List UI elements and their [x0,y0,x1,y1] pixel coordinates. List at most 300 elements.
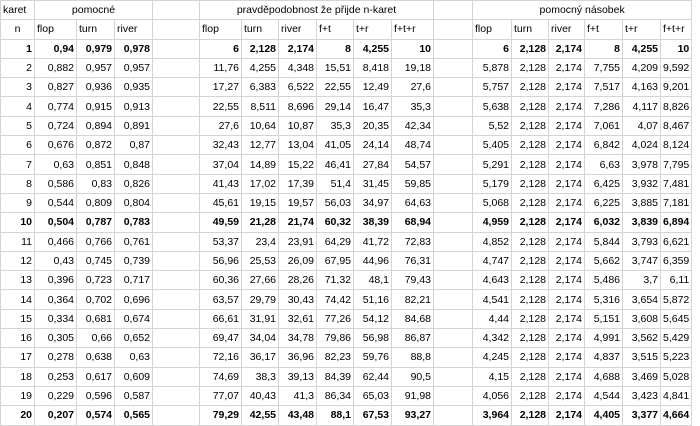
pomocne-cell[interactable]: 0,717 [115,271,153,290]
probability-cell[interactable]: 34,78 [279,329,317,348]
spacer-cell[interactable] [434,348,473,367]
probability-cell[interactable]: 48,74 [392,136,434,155]
probability-cell[interactable]: 40,43 [242,386,279,405]
header-prob-turn[interactable]: turn [242,20,279,39]
probability-cell[interactable]: 29,79 [242,290,279,309]
probability-cell[interactable]: 26,09 [279,251,317,270]
multiplier-cell[interactable]: 2,174 [549,155,585,174]
multiplier-cell[interactable]: 3,747 [623,251,661,270]
pomocne-cell[interactable]: 0,617 [77,367,115,386]
probability-cell[interactable]: 77,07 [200,386,242,405]
pomocne-cell[interactable]: 0,587 [115,386,153,405]
probability-cell[interactable]: 63,57 [200,290,242,309]
probability-cell[interactable]: 77,26 [317,309,354,328]
multiplier-cell[interactable]: 2,128 [512,213,549,232]
probability-cell[interactable]: 37,04 [200,155,242,174]
multiplier-cell[interactable]: 5,223 [661,348,692,367]
multiplier-cell[interactable]: 2,174 [549,406,585,425]
pomocne-cell[interactable]: 0,936 [77,78,115,97]
multiplier-cell[interactable]: 3,964 [473,406,512,425]
probability-cell[interactable]: 54,57 [392,155,434,174]
probability-cell[interactable]: 93,27 [392,406,434,425]
pomocne-cell[interactable]: 0,596 [77,386,115,405]
probability-cell[interactable]: 27,6 [392,78,434,97]
probability-cell[interactable]: 86,87 [392,329,434,348]
row-n-cell[interactable]: 5 [1,116,35,135]
multiplier-cell[interactable]: 5,52 [473,116,512,135]
header-mult-f+t[interactable]: f+t [585,20,623,39]
pomocne-cell[interactable]: 0,979 [77,39,115,58]
spacer-cell[interactable] [434,136,473,155]
probability-cell[interactable]: 16,47 [354,97,392,116]
pomocne-cell[interactable]: 0,891 [115,116,153,135]
multiplier-cell[interactable]: 5,757 [473,78,512,97]
multiplier-cell[interactable]: 3,7 [623,271,661,290]
probability-cell[interactable]: 59,85 [392,174,434,193]
pomocne-cell[interactable]: 0,723 [77,271,115,290]
pomocne-cell[interactable]: 0,783 [115,213,153,232]
multiplier-cell[interactable]: 5,291 [473,155,512,174]
multiplier-cell[interactable]: 6,842 [585,136,623,155]
probability-cell[interactable]: 56,96 [200,251,242,270]
probability-cell[interactable]: 17,02 [242,174,279,193]
probability-cell[interactable]: 8,696 [279,97,317,116]
multiplier-cell[interactable]: 3,885 [623,193,661,212]
header-mult-flop[interactable]: flop [473,20,512,39]
header-prob-f+t[interactable]: f+t [317,20,354,39]
probability-cell[interactable]: 4,348 [279,58,317,77]
row-n-cell[interactable]: 11 [1,232,35,251]
spacer-cell[interactable] [153,20,200,39]
probability-cell[interactable]: 38,39 [354,213,392,232]
multiplier-cell[interactable]: 6,63 [585,155,623,174]
pomocne-cell[interactable]: 0,676 [35,136,77,155]
probability-cell[interactable]: 64,29 [317,232,354,251]
multiplier-cell[interactable]: 4,07 [623,116,661,135]
probability-cell[interactable]: 84,68 [392,309,434,328]
multiplier-cell[interactable]: 2,174 [549,271,585,290]
pomocne-cell[interactable]: 0,851 [77,155,115,174]
probability-cell[interactable]: 6,522 [279,78,317,97]
probability-cell[interactable]: 66,61 [200,309,242,328]
row-n-cell[interactable]: 3 [1,78,35,97]
pomocne-cell[interactable]: 0,957 [115,58,153,77]
multiplier-cell[interactable]: 7,481 [661,174,692,193]
probability-cell[interactable]: 76,31 [392,251,434,270]
multiplier-cell[interactable]: 3,608 [623,309,661,328]
probability-cell[interactable]: 8,418 [354,58,392,77]
multiplier-cell[interactable]: 3,839 [623,213,661,232]
spacer-cell[interactable] [434,78,473,97]
multiplier-cell[interactable]: 8 [585,39,623,58]
spacer-cell[interactable] [153,271,200,290]
pomocne-cell[interactable]: 0,766 [77,232,115,251]
pomocne-cell[interactable]: 0,94 [35,39,77,58]
probability-cell[interactable]: 6 [200,39,242,58]
row-n-cell[interactable]: 1 [1,39,35,58]
spacer-cell[interactable] [153,39,200,58]
multiplier-cell[interactable]: 7,795 [661,155,692,174]
probability-cell[interactable]: 32,61 [279,309,317,328]
probability-cell[interactable]: 34,97 [354,193,392,212]
probability-cell[interactable]: 10,87 [279,116,317,135]
multiplier-cell[interactable]: 2,174 [549,97,585,116]
pomocne-cell[interactable]: 0,207 [35,406,77,425]
multiplier-cell[interactable]: 3,515 [623,348,661,367]
pomocne-cell[interactable]: 0,43 [35,251,77,270]
multiplier-cell[interactable]: 6,032 [585,213,623,232]
probability-cell[interactable]: 79,43 [392,271,434,290]
multiplier-cell[interactable]: 5,068 [473,193,512,212]
probability-cell[interactable]: 15,51 [317,58,354,77]
multiplier-cell[interactable]: 2,128 [512,58,549,77]
probability-cell[interactable]: 32,43 [200,136,242,155]
pomocne-cell[interactable]: 0,63 [35,155,77,174]
header-pomocne[interactable]: pomocné [35,1,153,20]
spacer-cell[interactable] [153,174,200,193]
probability-cell[interactable]: 38,3 [242,367,279,386]
multiplier-cell[interactable]: 4,837 [585,348,623,367]
spacer-cell[interactable] [153,367,200,386]
multiplier-cell[interactable]: 2,128 [512,271,549,290]
multiplier-cell[interactable]: 2,128 [512,406,549,425]
pomocne-cell[interactable]: 0,745 [77,251,115,270]
pomocne-cell[interactable]: 0,739 [115,251,153,270]
multiplier-cell[interactable]: 7,181 [661,193,692,212]
spacer-cell[interactable] [434,39,473,58]
probability-cell[interactable]: 91,98 [392,386,434,405]
multiplier-cell[interactable]: 5,638 [473,97,512,116]
spacer-cell[interactable] [434,155,473,174]
probability-cell[interactable]: 22,55 [200,97,242,116]
row-n-cell[interactable]: 12 [1,251,35,270]
multiplier-cell[interactable]: 4,747 [473,251,512,270]
row-n-cell[interactable]: 8 [1,174,35,193]
pomocne-cell[interactable]: 0,504 [35,213,77,232]
probability-cell[interactable]: 27,6 [200,116,242,135]
row-n-cell[interactable]: 4 [1,97,35,116]
probability-cell[interactable]: 42,55 [242,406,279,425]
multiplier-cell[interactable]: 6,11 [661,271,692,290]
probability-cell[interactable]: 23,4 [242,232,279,251]
probability-cell[interactable]: 69,47 [200,329,242,348]
spacer-cell[interactable] [434,367,473,386]
pomocne-cell[interactable]: 0,913 [115,97,153,116]
row-n-cell[interactable]: 14 [1,290,35,309]
multiplier-cell[interactable]: 2,128 [512,97,549,116]
row-n-cell[interactable]: 2 [1,58,35,77]
probability-cell[interactable]: 2,128 [242,39,279,58]
multiplier-cell[interactable]: 2,128 [512,329,549,348]
probability-cell[interactable]: 25,53 [242,251,279,270]
probability-cell[interactable]: 60,32 [317,213,354,232]
multiplier-cell[interactable]: 2,128 [512,232,549,251]
spacer-cell[interactable] [153,406,200,425]
pomocne-cell[interactable]: 0,87 [115,136,153,155]
probability-cell[interactable]: 79,86 [317,329,354,348]
multiplier-cell[interactable]: 7,517 [585,78,623,97]
multiplier-cell[interactable]: 2,174 [549,58,585,77]
row-n-cell[interactable]: 13 [1,271,35,290]
probability-cell[interactable]: 88,1 [317,406,354,425]
header-mult-river[interactable]: river [549,20,585,39]
probability-cell[interactable]: 4,255 [242,58,279,77]
probability-cell[interactable]: 49,59 [200,213,242,232]
spacer-cell[interactable] [434,20,473,39]
header-pomocne-flop[interactable]: flop [35,20,77,39]
multiplier-cell[interactable]: 6,225 [585,193,623,212]
probability-cell[interactable]: 36,96 [279,348,317,367]
pomocne-cell[interactable]: 0,882 [35,58,77,77]
pomocne-cell[interactable]: 0,894 [77,116,115,135]
probability-cell[interactable]: 17,39 [279,174,317,193]
multiplier-cell[interactable]: 3,423 [623,386,661,405]
probability-cell[interactable]: 31,45 [354,174,392,193]
multiplier-cell[interactable]: 3,469 [623,367,661,386]
pomocne-cell[interactable]: 0,681 [77,309,115,328]
multiplier-cell[interactable]: 2,128 [512,78,549,97]
spacer-cell[interactable] [434,290,473,309]
multiplier-cell[interactable]: 5,486 [585,271,623,290]
header-n[interactable]: n [1,20,35,39]
spacer-cell[interactable] [434,213,473,232]
probability-cell[interactable]: 67,95 [317,251,354,270]
pomocne-cell[interactable]: 0,63 [115,348,153,367]
pomocne-cell[interactable]: 0,565 [115,406,153,425]
row-n-cell[interactable]: 18 [1,367,35,386]
multiplier-cell[interactable]: 5,151 [585,309,623,328]
probability-cell[interactable]: 53,37 [200,232,242,251]
spacer-cell[interactable] [153,309,200,328]
multiplier-cell[interactable]: 5,405 [473,136,512,155]
spacer-cell[interactable] [434,97,473,116]
probability-cell[interactable]: 59,76 [354,348,392,367]
multiplier-cell[interactable]: 8,826 [661,97,692,116]
probability-cell[interactable]: 22,55 [317,78,354,97]
spacer-cell[interactable] [153,155,200,174]
pomocne-cell[interactable]: 0,696 [115,290,153,309]
multiplier-cell[interactable]: 2,174 [549,39,585,58]
pomocne-cell[interactable]: 0,305 [35,329,77,348]
probability-cell[interactable]: 54,12 [354,309,392,328]
multiplier-cell[interactable]: 2,174 [549,309,585,328]
probability-cell[interactable]: 35,3 [317,116,354,135]
probability-cell[interactable]: 60,36 [200,271,242,290]
pomocne-cell[interactable]: 0,652 [115,329,153,348]
multiplier-cell[interactable]: 10 [661,39,692,58]
multiplier-cell[interactable]: 5,872 [661,290,692,309]
header-prob-t+r[interactable]: t+r [354,20,392,39]
multiplier-cell[interactable]: 2,128 [512,386,549,405]
pomocne-cell[interactable]: 0,586 [35,174,77,193]
probability-cell[interactable]: 41,72 [354,232,392,251]
multiplier-cell[interactable]: 4,342 [473,329,512,348]
row-n-cell[interactable]: 17 [1,348,35,367]
probability-cell[interactable]: 8,511 [242,97,279,116]
probability-cell[interactable]: 29,14 [317,97,354,116]
header-prob-f+t+r[interactable]: f+t+r [392,20,434,39]
pomocne-cell[interactable]: 0,774 [35,97,77,116]
probability-cell[interactable]: 56,03 [317,193,354,212]
probability-cell[interactable]: 12,77 [242,136,279,155]
multiplier-cell[interactable]: 2,128 [512,367,549,386]
multiplier-cell[interactable]: 2,128 [512,348,549,367]
multiplier-cell[interactable]: 4,209 [623,58,661,77]
spacer-cell[interactable] [153,116,200,135]
probability-cell[interactable]: 51,16 [354,290,392,309]
multiplier-cell[interactable]: 6,425 [585,174,623,193]
multiplier-cell[interactable]: 3,793 [623,232,661,251]
multiplier-cell[interactable]: 2,128 [512,174,549,193]
row-n-cell[interactable]: 19 [1,386,35,405]
multiplier-cell[interactable]: 2,174 [549,174,585,193]
pomocne-cell[interactable]: 0,915 [77,97,115,116]
spacer-cell[interactable] [153,348,200,367]
header-nasobek[interactable]: pomocný násobek [473,1,692,20]
pomocne-cell[interactable]: 0,957 [77,58,115,77]
spacer-cell[interactable] [153,58,200,77]
row-n-cell[interactable]: 20 [1,406,35,425]
probability-cell[interactable]: 23,91 [279,232,317,251]
pomocne-cell[interactable]: 0,229 [35,386,77,405]
pomocne-cell[interactable]: 0,574 [77,406,115,425]
multiplier-cell[interactable]: 2,174 [549,367,585,386]
multiplier-cell[interactable]: 2,128 [512,290,549,309]
row-n-cell[interactable]: 16 [1,329,35,348]
multiplier-cell[interactable]: 4,163 [623,78,661,97]
header-karet[interactable]: karet [1,1,35,20]
row-n-cell[interactable]: 9 [1,193,35,212]
probability-cell[interactable]: 30,43 [279,290,317,309]
probability-cell[interactable]: 15,22 [279,155,317,174]
multiplier-cell[interactable]: 6,359 [661,251,692,270]
multiplier-cell[interactable]: 5,878 [473,58,512,77]
probability-cell[interactable]: 13,04 [279,136,317,155]
pomocne-cell[interactable]: 0,278 [35,348,77,367]
multiplier-cell[interactable]: 2,128 [512,39,549,58]
spacer-cell[interactable] [434,58,473,77]
spacer-cell[interactable] [434,271,473,290]
multiplier-cell[interactable]: 5,645 [661,309,692,328]
probability-cell[interactable]: 86,34 [317,386,354,405]
multiplier-cell[interactable]: 4,852 [473,232,512,251]
probability-cell[interactable]: 11,76 [200,58,242,77]
probability-cell[interactable]: 74,69 [200,367,242,386]
multiplier-cell[interactable]: 4,117 [623,97,661,116]
probability-cell[interactable]: 48,1 [354,271,392,290]
multiplier-cell[interactable]: 5,429 [661,329,692,348]
pomocne-cell[interactable]: 0,804 [115,193,153,212]
multiplier-cell[interactable]: 4,245 [473,348,512,367]
probability-cell[interactable]: 67,53 [354,406,392,425]
spacer-cell[interactable] [434,329,473,348]
probability-cell[interactable]: 65,03 [354,386,392,405]
spacer-cell[interactable] [153,78,200,97]
header-pomocne-river[interactable]: river [115,20,153,39]
multiplier-cell[interactable]: 4,15 [473,367,512,386]
multiplier-cell[interactable]: 2,174 [549,213,585,232]
multiplier-cell[interactable]: 6,894 [661,213,692,232]
spacer-cell[interactable] [153,136,200,155]
pomocne-cell[interactable]: 0,724 [35,116,77,135]
probability-cell[interactable]: 6,383 [242,78,279,97]
multiplier-cell[interactable]: 3,562 [623,329,661,348]
pomocne-cell[interactable]: 0,544 [35,193,77,212]
multiplier-cell[interactable]: 7,286 [585,97,623,116]
multiplier-cell[interactable]: 2,174 [549,348,585,367]
row-n-cell[interactable]: 15 [1,309,35,328]
probability-cell[interactable]: 79,29 [200,406,242,425]
multiplier-cell[interactable]: 4,056 [473,386,512,405]
multiplier-cell[interactable]: 5,662 [585,251,623,270]
probability-cell[interactable]: 41,43 [200,174,242,193]
multiplier-cell[interactable]: 6,621 [661,232,692,251]
probability-cell[interactable]: 10,64 [242,116,279,135]
multiplier-cell[interactable]: 4,991 [585,329,623,348]
header-pomocne-turn[interactable]: turn [77,20,115,39]
multiplier-cell[interactable]: 2,128 [512,193,549,212]
probability-cell[interactable]: 62,44 [354,367,392,386]
row-n-cell[interactable]: 7 [1,155,35,174]
multiplier-cell[interactable]: 7,755 [585,58,623,77]
probability-cell[interactable]: 46,41 [317,155,354,174]
pomocne-cell[interactable]: 0,334 [35,309,77,328]
pomocne-cell[interactable]: 0,638 [77,348,115,367]
pomocne-cell[interactable]: 0,396 [35,271,77,290]
probability-cell[interactable]: 68,94 [392,213,434,232]
probability-cell[interactable]: 17,27 [200,78,242,97]
probability-cell[interactable]: 82,23 [317,348,354,367]
multiplier-cell[interactable]: 5,316 [585,290,623,309]
pomocne-cell[interactable]: 0,787 [77,213,115,232]
multiplier-cell[interactable]: 6 [473,39,512,58]
spacer-cell[interactable] [434,1,473,20]
pomocne-cell[interactable]: 0,872 [77,136,115,155]
probability-cell[interactable]: 45,61 [200,193,242,212]
multiplier-cell[interactable]: 5,179 [473,174,512,193]
spacer-cell[interactable] [434,386,473,405]
pomocne-cell[interactable]: 0,609 [115,367,153,386]
spacer-cell[interactable] [434,174,473,193]
spacer-cell[interactable] [153,290,200,309]
header-pravdepodobnost[interactable]: pravděpodobnost že přijde n-karet [200,1,434,20]
pomocne-cell[interactable]: 0,827 [35,78,77,97]
probability-cell[interactable]: 24,14 [354,136,392,155]
multiplier-cell[interactable]: 2,128 [512,116,549,135]
multiplier-cell[interactable]: 9,592 [661,58,692,77]
probability-cell[interactable]: 19,15 [242,193,279,212]
row-n-cell[interactable]: 6 [1,136,35,155]
multiplier-cell[interactable]: 4,664 [661,406,692,425]
probability-cell[interactable]: 8 [317,39,354,58]
probability-cell[interactable]: 20,35 [354,116,392,135]
multiplier-cell[interactable]: 4,959 [473,213,512,232]
header-mult-turn[interactable]: turn [512,20,549,39]
multiplier-cell[interactable]: 2,174 [549,329,585,348]
pomocne-cell[interactable]: 0,674 [115,309,153,328]
probability-cell[interactable]: 2,174 [279,39,317,58]
probability-cell[interactable]: 27,66 [242,271,279,290]
probability-cell[interactable]: 64,63 [392,193,434,212]
multiplier-cell[interactable]: 4,688 [585,367,623,386]
multiplier-cell[interactable]: 4,544 [585,386,623,405]
pomocne-cell[interactable]: 0,978 [115,39,153,58]
pomocne-cell[interactable]: 0,466 [35,232,77,251]
multiplier-cell[interactable]: 5,844 [585,232,623,251]
probability-cell[interactable]: 43,48 [279,406,317,425]
multiplier-cell[interactable]: 3,932 [623,174,661,193]
multiplier-cell[interactable]: 2,174 [549,78,585,97]
